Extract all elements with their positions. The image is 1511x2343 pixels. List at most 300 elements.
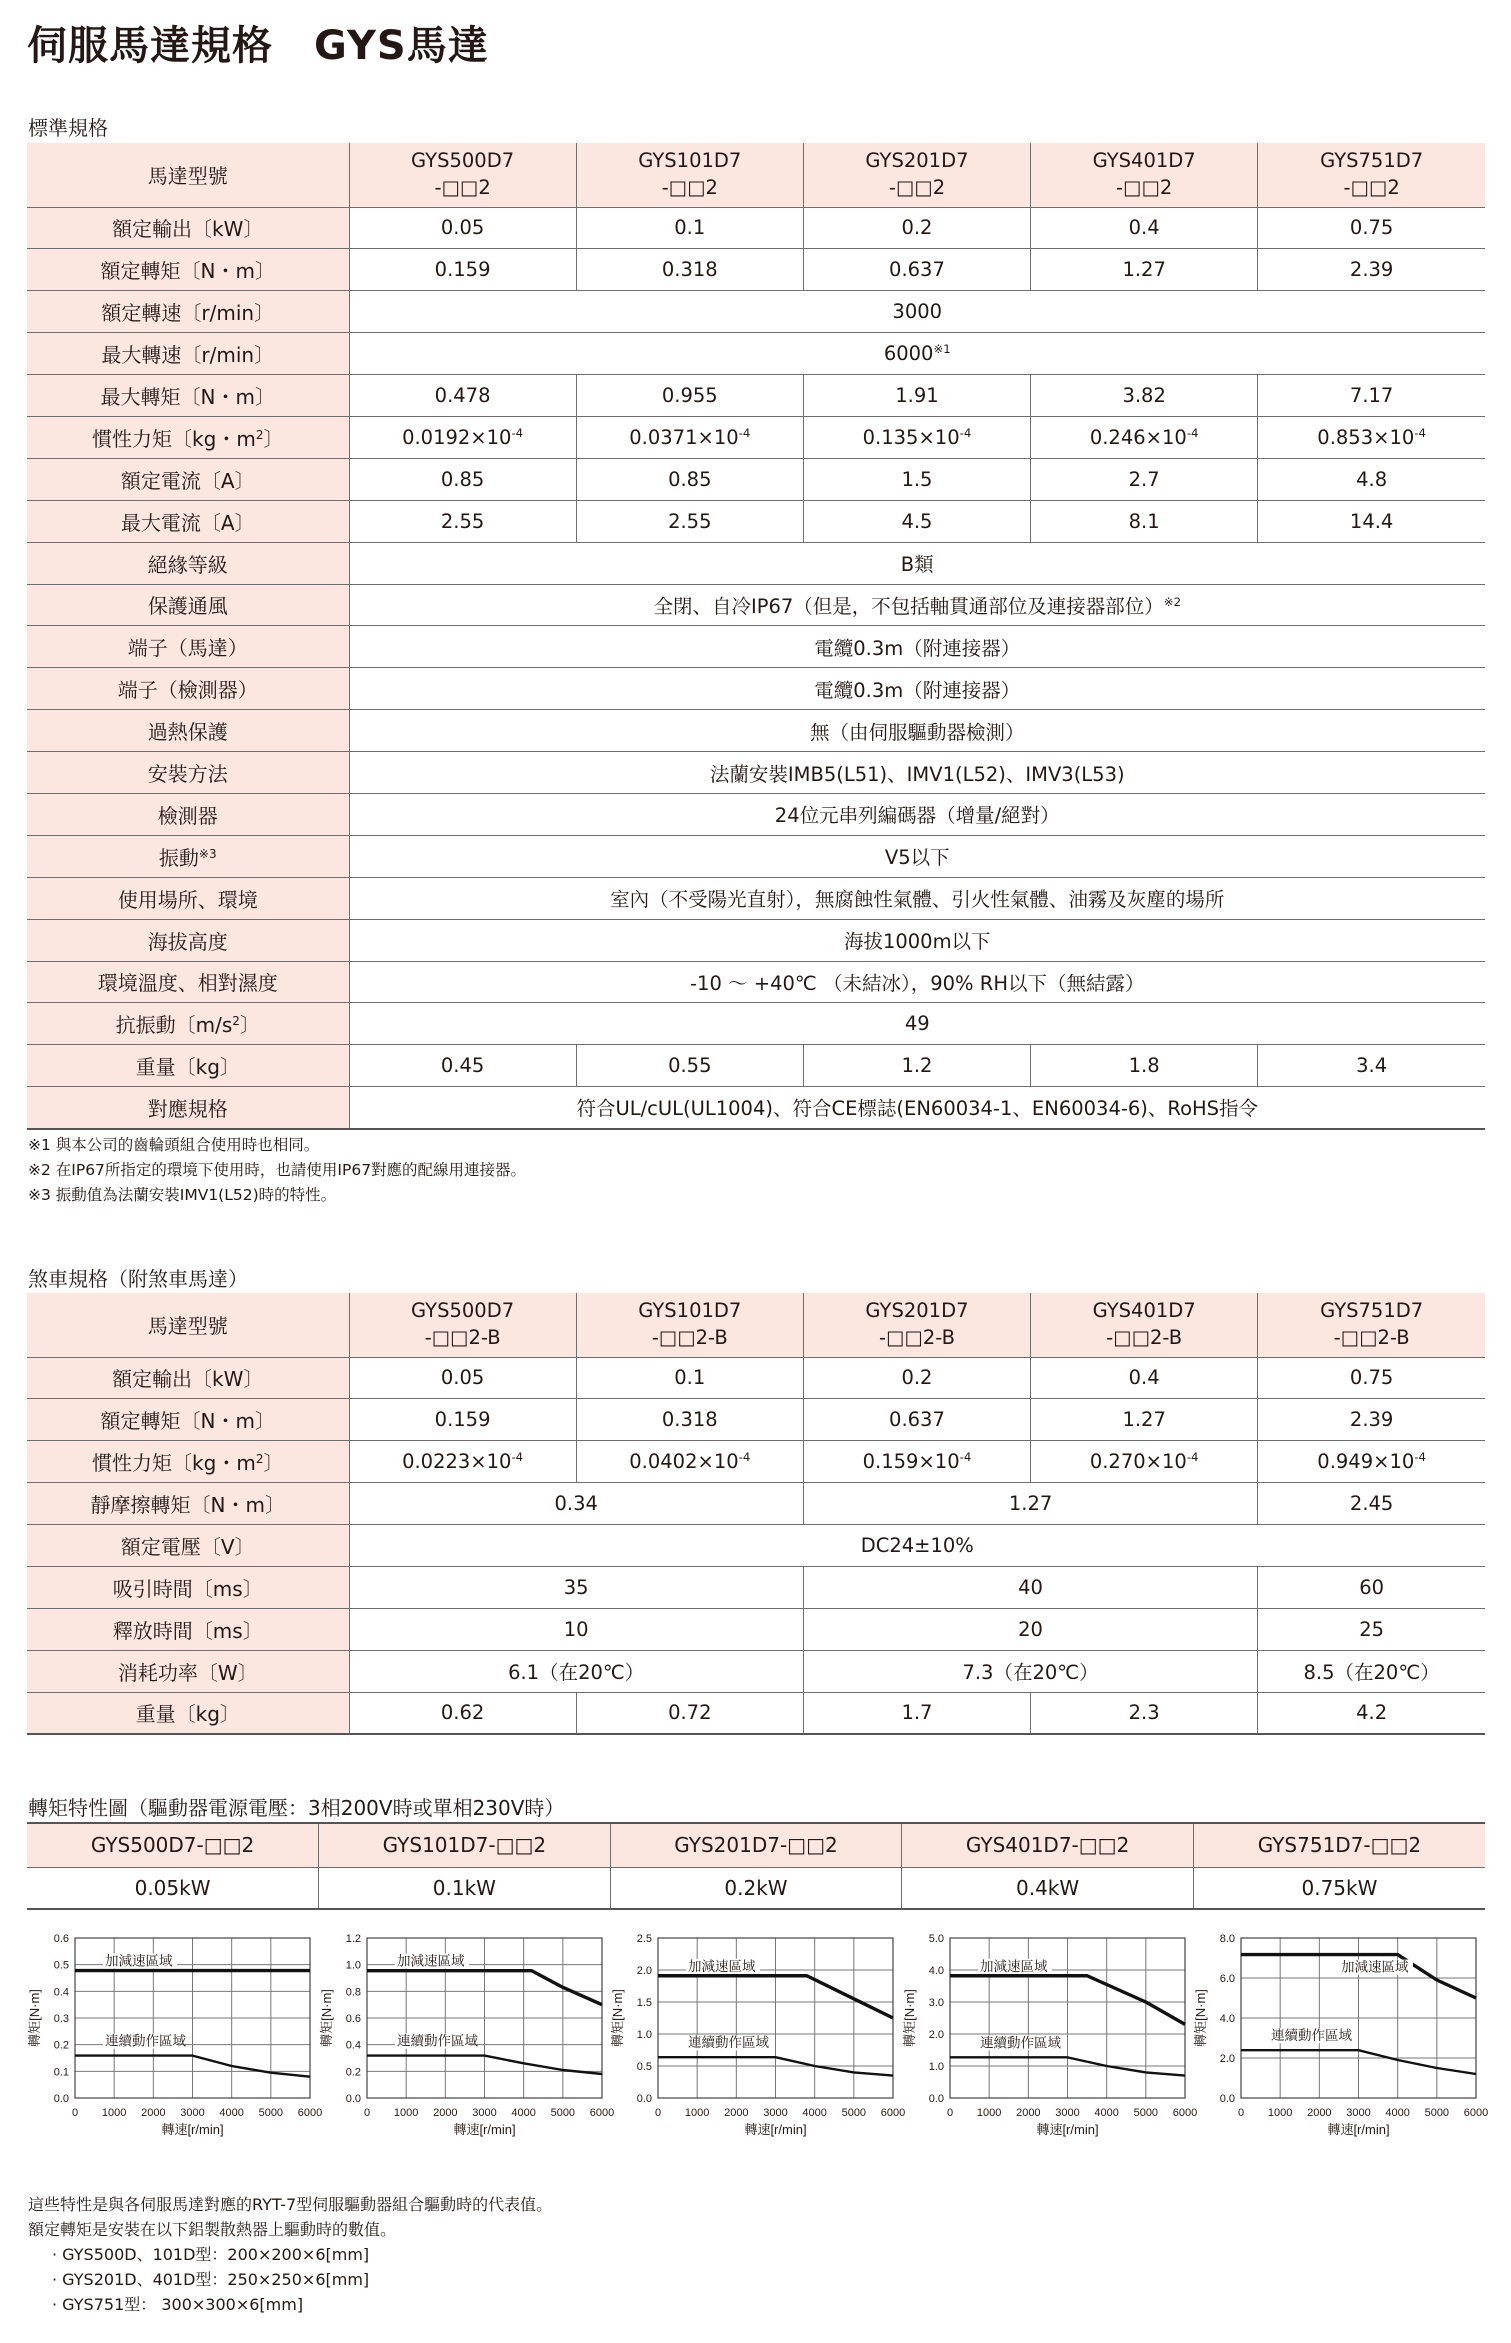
cell-value: 0.45 (440, 1054, 485, 1078)
torque-power-cell: 0.1kW (319, 1867, 611, 1909)
y-tick-label: 2.5 (636, 1933, 653, 1945)
row-label (27, 542, 349, 584)
row-label (27, 1608, 349, 1650)
table-cell (349, 835, 1485, 877)
x-tick-label: 3000 (471, 2107, 497, 2119)
cell-value: 1.91 (895, 384, 939, 407)
table-row (27, 500, 1485, 542)
cell-value: 2.45 (1349, 1492, 1394, 1516)
y-tick-label: 0.0 (928, 2093, 944, 2105)
cell-value: 25 (1359, 1617, 1385, 1641)
table-cell (1258, 1608, 1485, 1650)
table-cell (1031, 1045, 1258, 1087)
row-label (27, 500, 349, 542)
cell-value: 0.75 (1349, 216, 1394, 240)
footer-sub-line: · GYS201D、401D型：250×250×6[mm] (52, 2270, 370, 2289)
torque-model-cell: GYS751D7-□□2 (1193, 1823, 1485, 1867)
cell-value: 2.55 (668, 509, 712, 533)
model-name: GYS751D7 (1320, 1299, 1424, 1323)
row-label-text: 最大轉速〔r/min〕 (101, 343, 275, 368)
table-row (27, 1692, 1485, 1734)
continuous-region-label: 連續動作區域 (105, 2033, 186, 2049)
row-label (27, 668, 349, 710)
cell-value: 1.5 (901, 467, 933, 491)
table-row (27, 375, 1485, 417)
model-suffix: -□□2 (1116, 175, 1173, 199)
cell-value: B類 (900, 553, 934, 577)
table-row (27, 207, 1485, 249)
x-tick-label: 2000 (141, 2107, 166, 2119)
footnote: ※3 振動值為法蘭安裝IMV1(L52)時的特性。 (28, 1186, 337, 1204)
row-label (27, 793, 349, 835)
row-label-text: 抗振動〔m/s (115, 1013, 233, 1038)
y-tick-label: 0.0 (1220, 2093, 1236, 2105)
table-cell (1258, 1441, 1485, 1483)
table-cell (1031, 1441, 1258, 1483)
table-row (27, 626, 1485, 668)
row-label (27, 458, 349, 500)
model-header (803, 143, 1030, 207)
x-tick-label: 2000 (432, 2107, 458, 2119)
y-tick-label: 0.2 (345, 2066, 361, 2079)
cell-value: 室內（不受陽光直射），無腐蝕性氣體、引火性氣體、油霧及灰塵的場所 (610, 888, 1225, 912)
x-axis-title: 轉速[r/min] (1327, 2122, 1390, 2137)
table-cell (576, 1441, 803, 1483)
cell-value: 0.159 (434, 258, 491, 282)
row-label-end: 〕 (263, 1451, 284, 1476)
cell-sup: -4 (511, 425, 524, 440)
row-label (27, 1045, 349, 1087)
cell-value: 無（由伺服驅動器檢測） (809, 720, 1025, 744)
row-label (27, 416, 349, 458)
row-label (27, 1399, 349, 1441)
table-cell (1031, 1692, 1258, 1734)
table-cell (349, 1692, 576, 1734)
table-row (27, 1399, 1485, 1441)
accel-region-label: 加減速區域 (979, 1958, 1048, 1974)
table-row (27, 877, 1485, 919)
torque-chart (1193, 1930, 1493, 2145)
row-label-text: 額定輸出〔kW〕 (112, 217, 264, 242)
header-row (27, 1293, 1485, 1357)
cell-value: 40 (1018, 1575, 1043, 1599)
table-row (27, 961, 1485, 1003)
torque-chart (902, 1930, 1202, 2145)
x-tick-label: 6000 (1464, 2107, 1489, 2119)
continuous-region-label: 連續動作區域 (688, 2035, 770, 2051)
table-row (27, 793, 1485, 835)
y-tick-label: 3.0 (928, 1997, 944, 2009)
cell-value: 海拔1000m以下 (843, 930, 991, 954)
model-header (1031, 1293, 1258, 1357)
x-tick-label: 5000 (1133, 2107, 1158, 2119)
x-tick-label: 0 (655, 2107, 662, 2119)
model-suffix: -□□2-B (1333, 1325, 1410, 1349)
cell-value: 0.2 (901, 216, 933, 240)
y-tick-label: 4.0 (1220, 2013, 1236, 2025)
row-label-sup: ※3 (198, 846, 217, 861)
table-cell (1258, 1399, 1485, 1441)
row-label-text: 安裝方法 (147, 762, 228, 787)
footer-sub-line: · GYS500D、101D型：200×200×6[mm] (52, 2245, 370, 2264)
cell-value: 0.159 (434, 1408, 491, 1432)
table-row (27, 1525, 1485, 1567)
torque-power-row (27, 1867, 1485, 1909)
cell-value: 2.7 (1128, 467, 1160, 491)
x-tick-label: 0 (946, 2107, 953, 2119)
cell-sup: -4 (511, 1450, 524, 1465)
model-header (1258, 143, 1485, 207)
table-cell (803, 1566, 1257, 1608)
x-tick-label: 4000 (511, 2107, 536, 2119)
row-label (27, 291, 349, 333)
y-tick-label: 0.6 (345, 2013, 361, 2025)
cell-sup: -4 (1186, 425, 1199, 440)
x-tick-label: 2000 (1015, 2107, 1041, 2119)
y-tick-label: 1.0 (636, 2029, 653, 2041)
table-row (27, 1087, 1485, 1129)
row-label-text: 慣性力矩〔kg・m (92, 1451, 256, 1476)
row-label-text: 慣性力矩〔kg・m (92, 426, 256, 451)
cell-value: 0.05 (440, 1366, 485, 1390)
row-label-text: 額定轉矩〔N・m〕 (100, 1409, 275, 1434)
y-tick-label: 6.0 (1220, 1973, 1236, 1985)
table-cell (576, 500, 803, 542)
model-header (349, 1293, 576, 1357)
row-label (27, 835, 349, 877)
table-cell (803, 1483, 1257, 1525)
table-cell (1031, 500, 1258, 542)
model-name: GYS401D7 (1092, 149, 1196, 173)
cell-sup: ※2 (1163, 594, 1182, 609)
row-label-text: 額定轉速〔r/min〕 (101, 301, 275, 326)
torque-section-title: 轉矩特性圖（驅動器電源電壓：3相200V時或單相230V時） (28, 1796, 565, 1820)
cell-value: 8.1 (1128, 509, 1160, 533)
x-tick-label: 0 (363, 2107, 370, 2119)
footnote: ※2 在IP67所指定的環境下使用時，也請使用IP67對應的配線用連接器。 (28, 1161, 527, 1179)
table-cell (349, 375, 576, 417)
table-row (27, 542, 1485, 584)
row-label-text: 檢測器 (157, 803, 218, 828)
table-cell (803, 416, 1030, 458)
table-cell (1258, 207, 1485, 249)
cell-value: 4.8 (1356, 467, 1388, 491)
cell-value: 0.246×10 (1089, 425, 1187, 449)
brake-section-title: 煞車規格（附煞車馬達） (28, 1267, 248, 1291)
row-label-text: 額定電流〔A〕 (120, 468, 255, 493)
table-cell (1031, 1357, 1258, 1399)
row-label (27, 584, 349, 626)
cell-value: 1.27 (1122, 1408, 1166, 1432)
table-cell (349, 1650, 803, 1692)
torque-model-cell: GYS101D7-□□2 (319, 1823, 611, 1867)
cell-sup: -4 (959, 1450, 972, 1465)
x-tick-label: 6000 (880, 2107, 906, 2119)
x-tick-label: 1000 (976, 2107, 1002, 2119)
y-tick-label: 1.2 (345, 1933, 361, 1945)
table-row (27, 835, 1485, 877)
cell-value: 1.27 (1122, 258, 1166, 282)
cell-value: 6.1（在20℃） (508, 1661, 645, 1685)
torque-chart (27, 1930, 327, 2145)
cell-value: 8.5（在20℃） (1303, 1661, 1440, 1685)
table-cell (1031, 416, 1258, 458)
cell-value: 7.3（在20℃） (962, 1661, 1099, 1685)
table-cell (576, 249, 803, 291)
table-cell (349, 1566, 803, 1608)
model-name: GYS751D7 (1320, 149, 1424, 173)
row-label-text: 海拔高度 (147, 929, 228, 954)
row-label-text: 額定輸出〔kW〕 (112, 1367, 264, 1392)
cell-value: 全閉、自冷IP67（但是，不包括軸貫通部位及連接器部位） (653, 594, 1164, 618)
model-suffix: -□□2-B (424, 1325, 501, 1349)
cell-value: 0.955 (661, 384, 718, 407)
cell-value: 0.478 (434, 384, 491, 407)
torque-power-cell: 0.05kW (27, 1867, 319, 1909)
torque-chart (319, 1930, 619, 2145)
table-cell (803, 1399, 1030, 1441)
table-cell (1258, 1357, 1485, 1399)
table-cell (349, 793, 1485, 835)
table-cell (1258, 375, 1485, 417)
cell-value: 法蘭安裝IMB5(L51)、IMV1(L52)、IMV3(L53) (709, 762, 1125, 786)
row-label-sup: 2 (232, 1014, 240, 1029)
table-cell (803, 375, 1030, 417)
x-tick-label: 3000 (1346, 2107, 1372, 2119)
table-cell (803, 207, 1030, 249)
table-cell (803, 249, 1030, 291)
cell-value: -10 ～ +40℃ （未結冰），90% RH以下（無結露） (690, 971, 1145, 995)
y-tick-label: 0.8 (345, 1986, 361, 1999)
table-cell (349, 458, 576, 500)
y-tick-label: 0.3 (53, 2013, 69, 2025)
table-cell (576, 1045, 803, 1087)
torque-power-cell: 0.75kW (1193, 1867, 1485, 1909)
table-row (27, 1441, 1485, 1483)
x-tick-label: 1000 (101, 2107, 127, 2119)
y-tick-label: 2.0 (928, 2029, 944, 2041)
row-label-sup: 2 (255, 427, 264, 442)
model-name: GYS101D7 (638, 149, 742, 173)
y-tick-label: 0.4 (53, 1986, 69, 1999)
y-tick-label: 0.0 (345, 2093, 361, 2105)
cell-value: 電纜0.3m（附連接器） (814, 678, 1021, 702)
row-label (27, 207, 349, 249)
y-tick-label: 0.1 (53, 2066, 69, 2079)
standard-spec-table (27, 143, 1485, 1130)
model-header (1031, 143, 1258, 207)
table-row (27, 1566, 1485, 1608)
x-tick-label: 4000 (219, 2107, 244, 2119)
table-cell (349, 961, 1485, 1003)
cell-value: 2.39 (1349, 1408, 1394, 1432)
page-title: 伺服馬達規格 GYS馬達 (27, 23, 489, 69)
x-tick-label: 6000 (1172, 2107, 1198, 2119)
table-cell (349, 1003, 1485, 1045)
cell-value: 0.34 (554, 1492, 598, 1516)
table-row (27, 1483, 1485, 1525)
model-header (349, 143, 576, 207)
table-row (27, 1357, 1485, 1399)
table-cell (1031, 207, 1258, 249)
table-row (27, 416, 1485, 458)
table-cell (1031, 375, 1258, 417)
row-label-text: 消耗功率〔W〕 (117, 1660, 258, 1685)
row-label-text: 環境溫度、相對濕度 (97, 971, 278, 996)
cell-value: DC24±10% (860, 1534, 974, 1557)
y-tick-label: 8.0 (1220, 1933, 1236, 1945)
standard-notes (28, 1133, 526, 1208)
model-header (1258, 1293, 1485, 1357)
row-label (27, 333, 349, 375)
cell-value: 4.5 (901, 509, 933, 533)
cell-value: 1.8 (1128, 1054, 1160, 1078)
cell-value: 0.85 (440, 467, 485, 491)
table-cell (1258, 1650, 1485, 1692)
y-tick-label: 0.5 (636, 2061, 653, 2073)
table-cell (803, 500, 1030, 542)
cell-value: 0.1 (674, 1366, 706, 1390)
accel-region-label: 加減速區域 (1341, 1959, 1409, 1975)
row-label (27, 1650, 349, 1692)
table-cell (349, 877, 1485, 919)
table-cell (349, 710, 1485, 752)
table-cell (349, 919, 1485, 961)
table-row (27, 584, 1485, 626)
x-tick-label: 4000 (802, 2107, 828, 2119)
torque-model-cell: GYS500D7-□□2 (27, 1823, 319, 1867)
torque-chart (610, 1930, 910, 2145)
table-cell (1258, 1483, 1485, 1525)
model-name: GYS201D7 (865, 149, 969, 173)
table-row (27, 333, 1485, 375)
row-label-text: 重量〔kg〕 (135, 1702, 240, 1727)
table-cell (349, 1441, 576, 1483)
cell-value: 0.270×10 (1089, 1450, 1187, 1474)
cell-value: 0.0192×10 (402, 425, 512, 449)
row-label-text: 絕緣等級 (147, 552, 228, 577)
row-label (27, 249, 349, 291)
x-tick-label: 3000 (1055, 2107, 1080, 2119)
cell-value: 0.0402×10 (629, 1450, 739, 1474)
cell-value: 10 (563, 1617, 589, 1641)
x-tick-label: 1000 (393, 2107, 419, 2119)
accel-region-label: 加減速區域 (396, 1953, 465, 1969)
cell-sup: -4 (1186, 1450, 1199, 1465)
table-row (27, 458, 1485, 500)
table-cell (576, 375, 803, 417)
table-cell (803, 1441, 1030, 1483)
torque-model-cell: GYS401D7-□□2 (902, 1823, 1194, 1867)
table-cell (1258, 458, 1485, 500)
continuous-region-label: 連續動作區域 (979, 2035, 1061, 2051)
table-cell (349, 249, 576, 291)
cell-sup: -4 (959, 425, 972, 440)
cell-value: 0.318 (661, 1408, 718, 1432)
cell-sup: ※1 (933, 342, 951, 357)
cell-value: 3.4 (1356, 1054, 1388, 1078)
cell-value: 0.637 (889, 258, 945, 282)
row-label (27, 1692, 349, 1734)
row-label-text: 額定轉矩〔N・m〕 (100, 259, 275, 284)
torque-model-row (27, 1823, 1485, 1867)
accel-region-label: 加減速區域 (688, 1958, 756, 1974)
table-row (27, 1003, 1485, 1045)
row-label (27, 877, 349, 919)
row-label-text: 吸引時間〔ms〕 (112, 1576, 263, 1601)
x-tick-label: 5000 (841, 2107, 867, 2119)
torque-model-cell: GYS201D7-□□2 (610, 1823, 902, 1867)
y-tick-label: 0.2 (53, 2039, 69, 2052)
cell-value: 0.0223×10 (402, 1450, 512, 1474)
model-suffix: -□□2-B (878, 1325, 955, 1349)
model-name: GYS101D7 (638, 1299, 742, 1323)
footer-line: 額定轉矩是安裝在以下鋁製散熱器上驅動時的數值。 (28, 2220, 397, 2239)
table-cell (1258, 249, 1485, 291)
header-row (27, 143, 1485, 207)
y-tick-label: 4.0 (928, 1965, 944, 1977)
model-suffix: -□□2-B (1106, 1325, 1183, 1349)
cell-sup: -4 (738, 1450, 751, 1465)
table-cell (803, 1692, 1030, 1734)
brake-spec-table (27, 1293, 1485, 1735)
table-cell (576, 416, 803, 458)
cell-value: 0.318 (661, 258, 718, 282)
x-tick-label: 5000 (550, 2107, 575, 2119)
table-row (27, 249, 1485, 291)
row-label-text: 最大電流〔A〕 (120, 510, 255, 535)
cell-value: 0.949×10 (1317, 1450, 1415, 1474)
cell-value: 49 (904, 1012, 930, 1036)
row-label (27, 961, 349, 1003)
model-name: GYS500D7 (411, 149, 515, 173)
x-tick-label: 0 (1238, 2107, 1245, 2119)
cell-value: 1.7 (901, 1701, 933, 1725)
table-cell (349, 500, 576, 542)
cell-value: 0.2 (901, 1366, 933, 1390)
cell-value: 0.72 (668, 1701, 712, 1725)
torque-power-cell: 0.4kW (902, 1867, 1194, 1909)
table-cell (803, 1608, 1257, 1650)
y-tick-label: 2.0 (1220, 2053, 1236, 2065)
y-axis-title: 轉矩[N·m] (1193, 1989, 1209, 2047)
cell-value: 6000 (883, 342, 934, 366)
y-axis-title: 轉矩[N·m] (901, 1989, 917, 2047)
table-cell (349, 207, 576, 249)
row-label (27, 375, 349, 417)
x-axis-title: 轉速[r/min] (161, 2122, 224, 2137)
y-tick-label: 0.0 (636, 2093, 653, 2105)
table-cell (803, 1650, 1257, 1692)
row-label-text: 端子（馬達） (127, 636, 248, 661)
model-name: GYS201D7 (865, 1299, 969, 1323)
row-label-text: 端子（檢測器） (117, 678, 258, 703)
cell-value: 0.55 (668, 1054, 712, 1078)
cell-value: 0.135×10 (862, 425, 960, 449)
table-cell (349, 416, 576, 458)
continuous-region-label: 連續動作區域 (1271, 2028, 1353, 2044)
cell-value: 1.2 (901, 1054, 933, 1078)
cell-value: 3.82 (1122, 384, 1166, 407)
table-cell (349, 1525, 1485, 1567)
row-label (27, 1357, 349, 1399)
row-label-end: 〕 (263, 426, 284, 451)
table-cell (349, 1045, 576, 1087)
model-header (576, 143, 803, 207)
row-label-sup: 2 (255, 1452, 264, 1467)
cell-value: 35 (563, 1575, 589, 1599)
x-tick-label: 6000 (589, 2107, 614, 2119)
